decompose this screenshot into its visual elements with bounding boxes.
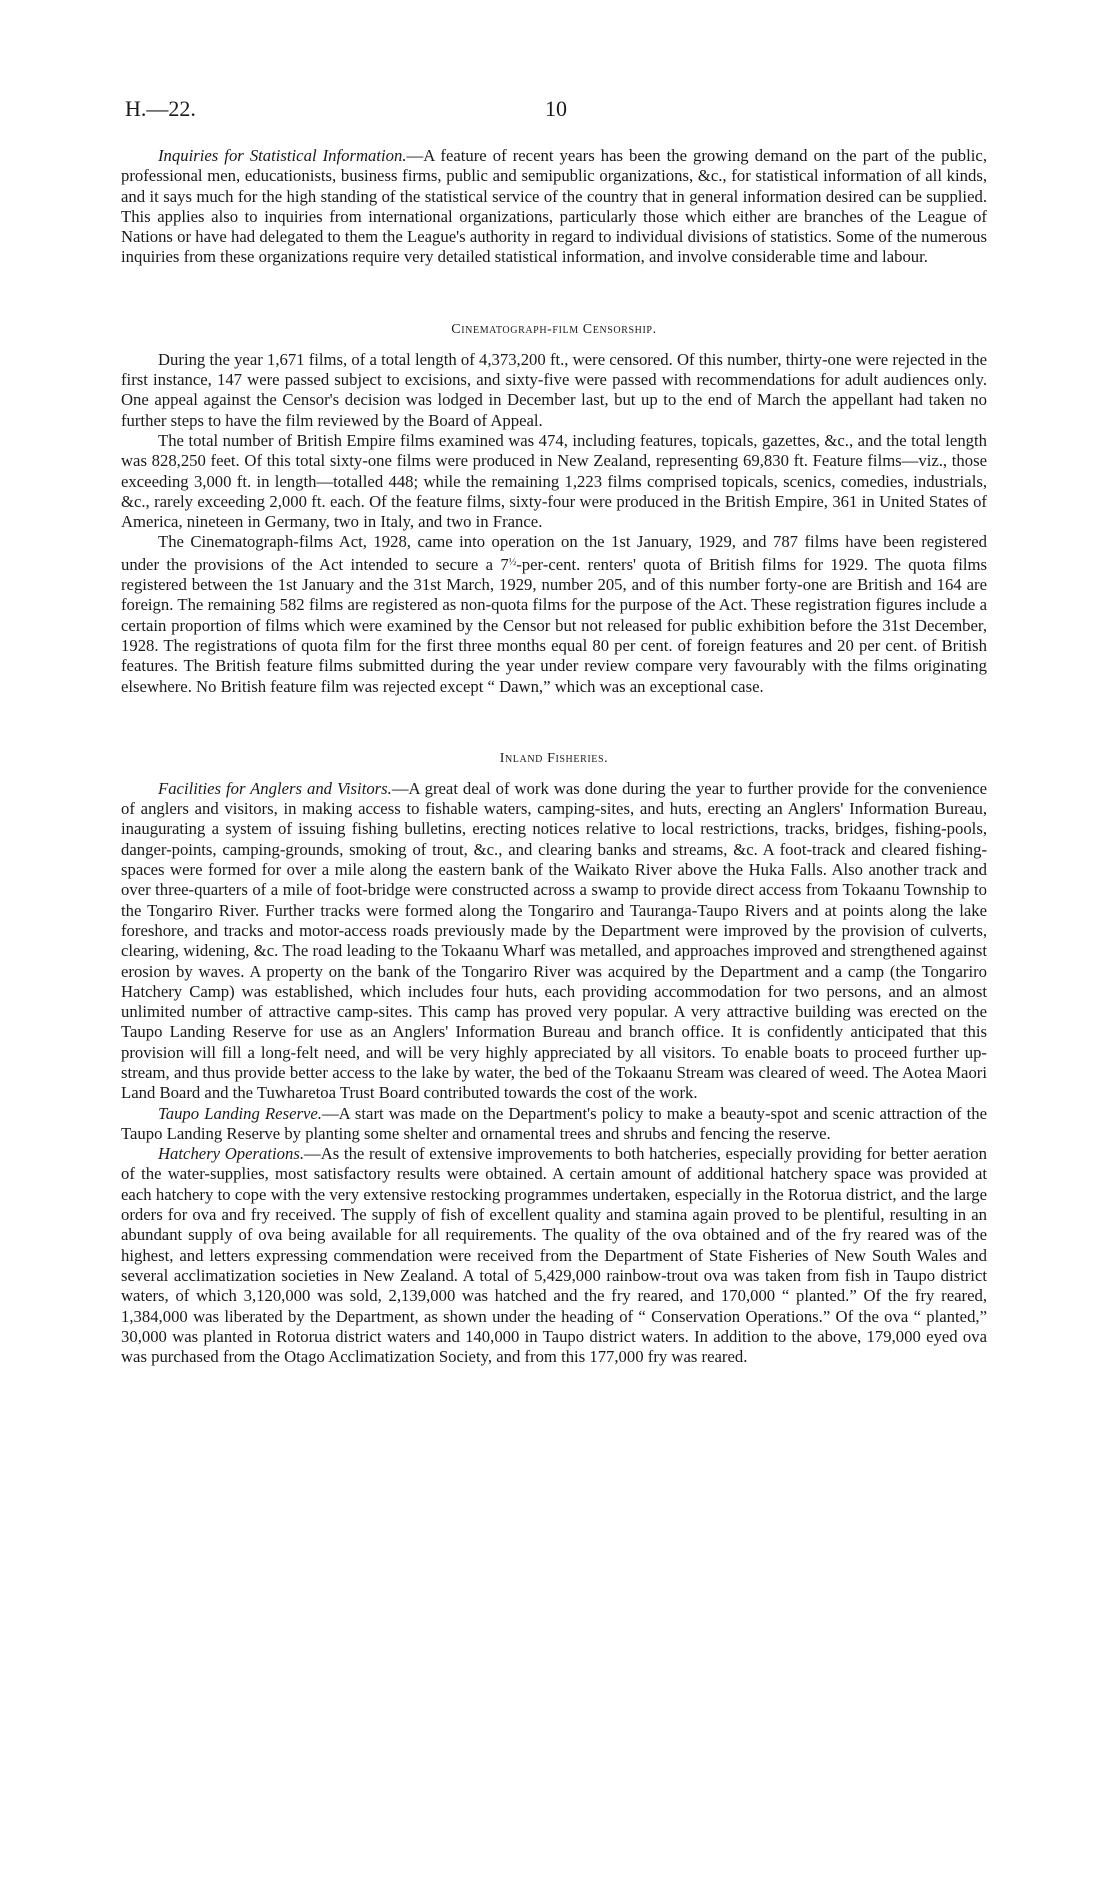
fisheries-title: Inland Fisheries.: [499, 750, 609, 766]
reserve-text: —A start was made on the Department's policy to make a beauty-spot and scenic attraction of the Taupo Landing Reserve by planting some shelter and ornamental trees and shrubs and fencing the reserve.: [121, 1103, 987, 1143]
act-fraction: ½: [508, 556, 517, 568]
facilities-heading: Facilities for Anglers and Visitors.: [158, 778, 392, 798]
censorship-paragraph: During the year 1,671 films, of a total length of 4,373,200 ft., were censored. Of this number, thirty-one were rejected in the first instance, 147 were passed subject to excisions, and sixty-five were passed with recommendations for adult audiences only. One appeal against the Censor's decision was lodged in December last, but up to the end of March the appellant had taken no further steps to have the film reviewed by the Board of Appeal.: [121, 349, 987, 430]
censorship-act-paragraph: [121, 532, 987, 696]
document-reference: H.—22.: [125, 96, 196, 121]
reserve-heading: Taupo Landing Reserve.: [158, 1103, 322, 1123]
act-text-before: The Cinematograph-films Act, 1928, came into operation on the 1st January, 1929, and 787 films have been registered under the provisions of the Act intended to secure a 7: [121, 532, 987, 574]
act-text-after: -per-cent. renters' quota of British films for 1929. The quota films registered between the 1st January and the 31st March, 1929, number 205, and of this number forty-one are British and 164 are foreign. The remaining 582 films are registered as non-quota films for the purpose of the Act. These registration figures include a certain proportion of films which were examined by the Censor but not released for public exhibition before the 31st December, 1928. The registrations of quota film for the first three months equal 80 per cent. of foreign features and 20 per cent. of British features. The British feature films submitted during the year under review compare very favourably with the films originating elsewhere. No British feature film was rejected except “ Dawn,” which was an exceptional case.: [121, 554, 988, 696]
reserve-paragraph: [121, 1104, 987, 1145]
page-header: [125, 96, 985, 126]
facilities-text: —A great deal of work was done during the year to further provide for the convenience of anglers and visitors, in making access to fishable waters, camping-sites, and huts, erecting an Anglers' Information Bureau, inaugurating a system of issuing fishing bulletins, erecting notices relative to local restrictions, tracks, bridges, fishing-pools, danger-points, camping-grounds, smoking of trout, &c., and clearing banks and streams, &c. A foot-track and cleared fishing-spaces were formed for over a mile along the eastern bank of the Waikato River above the Huka Falls. Also another track and over three-quarters of a mile of foot-bridge were constructed across a swamp to provide direct access from Tokaanu Township to the Tongariro River. Further tracks were formed along the Tongariro and Tauranga-Taupo Rivers and at points along the lake foreshore, and tracks and motor-access roads previously made by the Department were improved by the provision of culverts, clearing, widening, &c. The road leading to the Tokaanu Wharf was metalled, and approaches improved and strengthened against erosion by waves. A property on the bank of the Tongariro River was acquired by the Department and a camp (the Tongariro Hatchery Camp) was established, which includes four huts, each providing accommodation for two persons, and an almost unlimited number of attractive camp-sites. This camp has proved very popular. A very attractive building was erected on the Taupo Landing Reserve for use as an Anglers' Information Bureau and branch office. It is confidently anticipated that this provision will fill a long-felt need, and will be very highly appreciated by all visitors. To enable boats to proceed further up-stream, and thus provide better access to the lake by water, the bed of the Tokaanu Stream was cleared of weed. The Aotea Maori Land Board and the Tuwharetoa Trust Board contributed towards the cost of the work.: [121, 778, 987, 1103]
statistical-text: —A feature of recent years has been the growing demand on the part of the public, professional men, educationists, business firms, public and semipublic organizations, &c., for statistical information of all kinds, and it says much for the high standing of the statistical service of the country that in general information desired can be supplied. This applies also to inquiries from international organizations, particularly those which either are branches of the League of Nations or have had delegated to them the League's authority in regard to individual divisions of statistics. Some of the numerous inquiries from these organizations require very detailed statistical information, and involve considerable time and labour.: [121, 146, 987, 267]
hatchery-heading: Hatchery Operations.: [158, 1144, 305, 1164]
censorship-title: Cinematograph-film Censorship.: [451, 321, 657, 337]
page-number: 10: [545, 96, 567, 121]
hatchery-paragraph: [121, 1144, 987, 1367]
facilities-paragraph: [121, 779, 987, 1104]
censorship-paragraph: The total number of British Empire films examined was 474, including features, topicals, gazettes, &c., and the total length was 828,250 feet. Of this total sixty-one films were produced in New Zealand, representing 69,830 ft. Feature films—viz., those exceeding 3,000 ft. in length—totalled 448; while the remaining 1,223 films comprised topicals, scenics, comedies, industrials, &c., rarely exceeding 2,000 ft. each. Of the feature films, sixty-four were produced in the British Empire, 361 in United States of America, nineteen in Germany, two in Italy, and two in France.: [121, 430, 987, 532]
statistical-paragraph: [121, 146, 987, 268]
statistical-heading: Inquiries for Statistical Information.: [158, 146, 407, 165]
hatchery-text: —As the result of extensive improvements to both hatcheries, especially providing for better aeration of the water-supplies, most satisfactory results were obtained. A certain amount of additional hatchery space was provided at each hatchery to cope with the very extensive restocking programmes undertaken, especially in the Rotorua district, and the large orders for ova and fry received. The supply of fish of excellent quality and stamina again proved to be plentiful, resulting in an abundant supply of ova being available for all requirements. The quality of the ova obtained and of the fry reared was of the highest, and letters expressing commendation were received from the Department of State Fisheries of New South Wales and several acclimatization societies in New Zealand. A total of 5,429,000 rainbow-trout ova was taken from fish in Taupo district waters, of which 3,120,000 was sold, 2,139,000 was hatched and the fry reared, and 170,000 “ planted.” Of the fry reared, 1,384,000 was liberated by the Department, as shown under the heading of “ Conservation Operations.” Of the ova “ planted,” 30,000 was planted in Rotorua district waters and 140,000 in Taupo district waters. In addition to the above, 179,000 eyed ova was purchased from the Otago Acclimatization Society, and from this 177,000 fry was reared.: [121, 1144, 987, 1367]
page-content: [121, 146, 987, 1367]
